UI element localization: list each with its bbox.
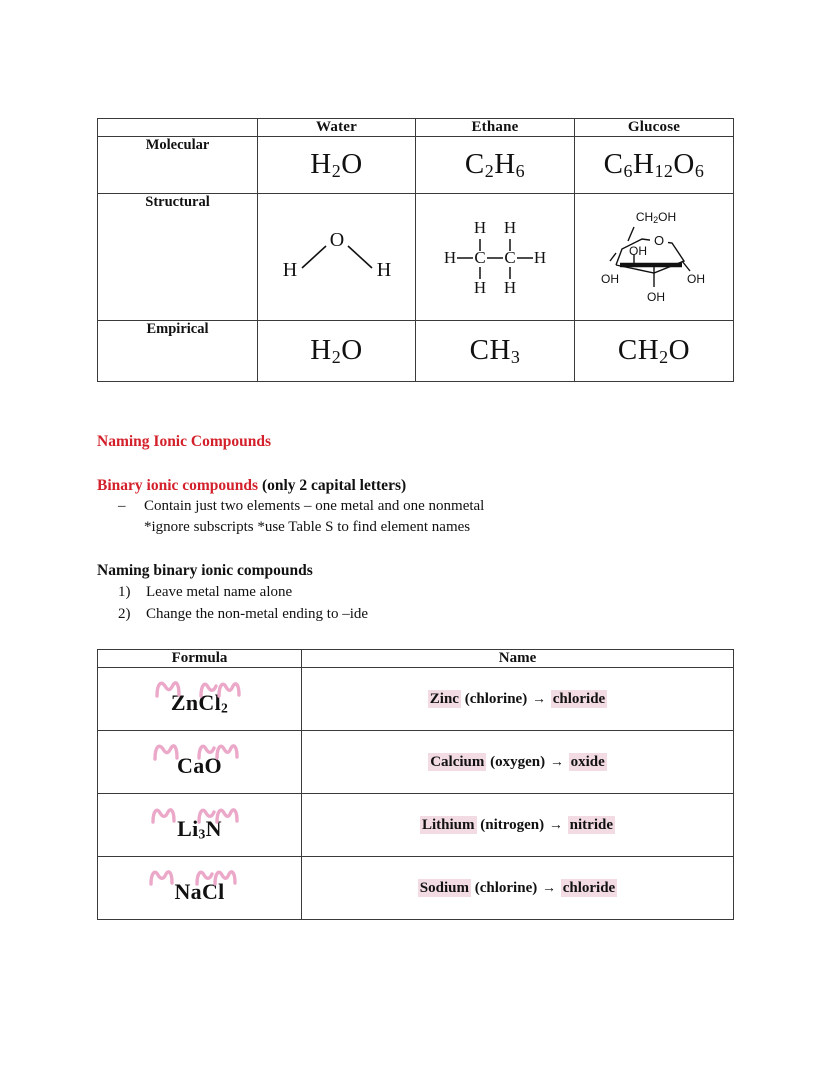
table-row-structural [98,194,734,321]
formula-cell-zncl2 [98,668,302,731]
empirical-formula-water: $H_2O$ [258,321,416,382]
svg-text:H: H [282,259,297,281]
highlighted-anion-name: oxide [570,753,605,770]
table-row [98,731,734,794]
binary-black-text: (only 2 capital letters) [258,477,407,494]
binary-red-text: Binary ionic compounds [97,477,259,494]
header-ethane: Ethane [416,119,575,137]
arrow-icon: → [548,817,563,833]
bullet-text: Contain just two elements – one metal and one nonmetal [144,498,485,514]
formula-cell-cao [98,731,302,794]
name-cell-calcium-oxide [302,731,734,794]
table-row [98,668,734,731]
svg-text:CH2OH: CH2OH [635,210,677,225]
bullet-contain-two-elements [118,498,484,515]
numbered-step-2 [118,606,368,623]
svg-text:H: H [376,259,391,281]
table-row-molecular [98,137,734,194]
heading-binary-ionic-compounds [97,477,406,495]
svg-text:H: H [473,218,487,237]
naming-table-header-row [98,650,734,668]
dash-marker: – [118,498,126,514]
svg-text:OH: OH [687,272,705,286]
highlighted-metal-name: Lithium [422,816,475,833]
row-label-structural: Structural [98,194,258,321]
name-cell-sodium-chloride [302,857,734,920]
structural-diagram-ethane [416,194,575,321]
step-text-2: Change the non-metal ending to –ide [146,606,369,622]
empirical-formula-glucose: $CH_2O$ [575,321,734,382]
name-cell-zinc-chloride [302,668,734,731]
svg-text:C: C [474,248,486,267]
row-label-molecular: Molecular [98,137,258,194]
molecular-formula-water: $H_2O$ [258,137,416,194]
header-name: Name [302,650,734,668]
highlighted-anion-name: chloride [562,879,616,896]
formula-text: ZnCl$_2$ [170,689,229,716]
header-formula: Formula [98,650,302,668]
empirical-formula-ethane: $CH_3$ [416,321,575,382]
highlighted-anion-name: nitride [569,816,613,833]
name-cell-lithium-nitride [302,794,734,857]
highlighted-anion-name: chloride [552,690,606,707]
numbered-step-1 [118,584,292,601]
molecular-formula-ethane: $C_2H_6$ [416,137,575,194]
parenthetical-element: (oxygen) [486,753,549,770]
svg-text:O: O [329,229,344,251]
arrow-icon: → [541,880,556,896]
formula-text: $Li_3N$ [177,815,222,842]
row-label-empirical: Empirical [98,321,258,382]
highlighted-metal-name: Calcium [430,753,485,770]
formula-text: CaO [177,752,222,778]
arrow-icon: → [549,754,564,770]
svg-text:OH: OH [629,244,647,258]
svg-text:H: H [533,248,547,267]
step-number-2: 2) [118,606,131,622]
structural-diagram-glucose [575,194,734,321]
structural-diagram-water [258,194,416,321]
svg-text:H: H [473,278,487,297]
parenthetical-element: (chlorine) [460,690,531,707]
heading-naming-ionic-compounds: Naming Ionic Compounds [97,433,271,450]
header-blank [98,119,258,137]
formula-cell-nacl [98,857,302,920]
svg-text:OH: OH [647,290,665,304]
parenthetical-element: (nitrogen) [476,816,548,833]
arrow-icon: → [531,691,546,707]
parenthetical-element: (chlorine) [470,879,541,896]
svg-text:C: C [504,248,516,267]
table-row-empirical [98,321,734,382]
svg-text:H: H [503,218,517,237]
highlighted-metal-name: Zinc [429,690,459,707]
step-text-1: Leave metal name alone [146,584,293,600]
table-header-row [98,119,734,137]
formula-text: NaCl [174,878,225,904]
svg-text:OH: OH [601,272,619,286]
formula-cell-li3n [98,794,302,857]
molecular-formula-glucose: $C_6H_{12}O_6$ [575,137,734,194]
bullet-note-subscripts: *ignore subscripts *use Table S to find element names [144,519,471,535]
highlighted-metal-name: Sodium [419,879,469,896]
table-row [98,857,734,920]
svg-text:H: H [503,278,517,297]
step-number-1: 1) [118,584,131,600]
ethane-molecule-icon [440,215,550,299]
svg-text:H: H [443,248,457,267]
water-molecule-icon [276,224,398,290]
header-water: Water [258,119,416,137]
svg-text:O: O [653,233,665,248]
ionic-naming-table [97,649,734,920]
table-row [98,794,734,857]
formula-representation-table [97,118,734,382]
glucose-molecule-icon [594,203,714,311]
header-glucose: Glucose [575,119,734,137]
heading-naming-binary-ionic: Naming binary ionic compounds [97,562,313,579]
